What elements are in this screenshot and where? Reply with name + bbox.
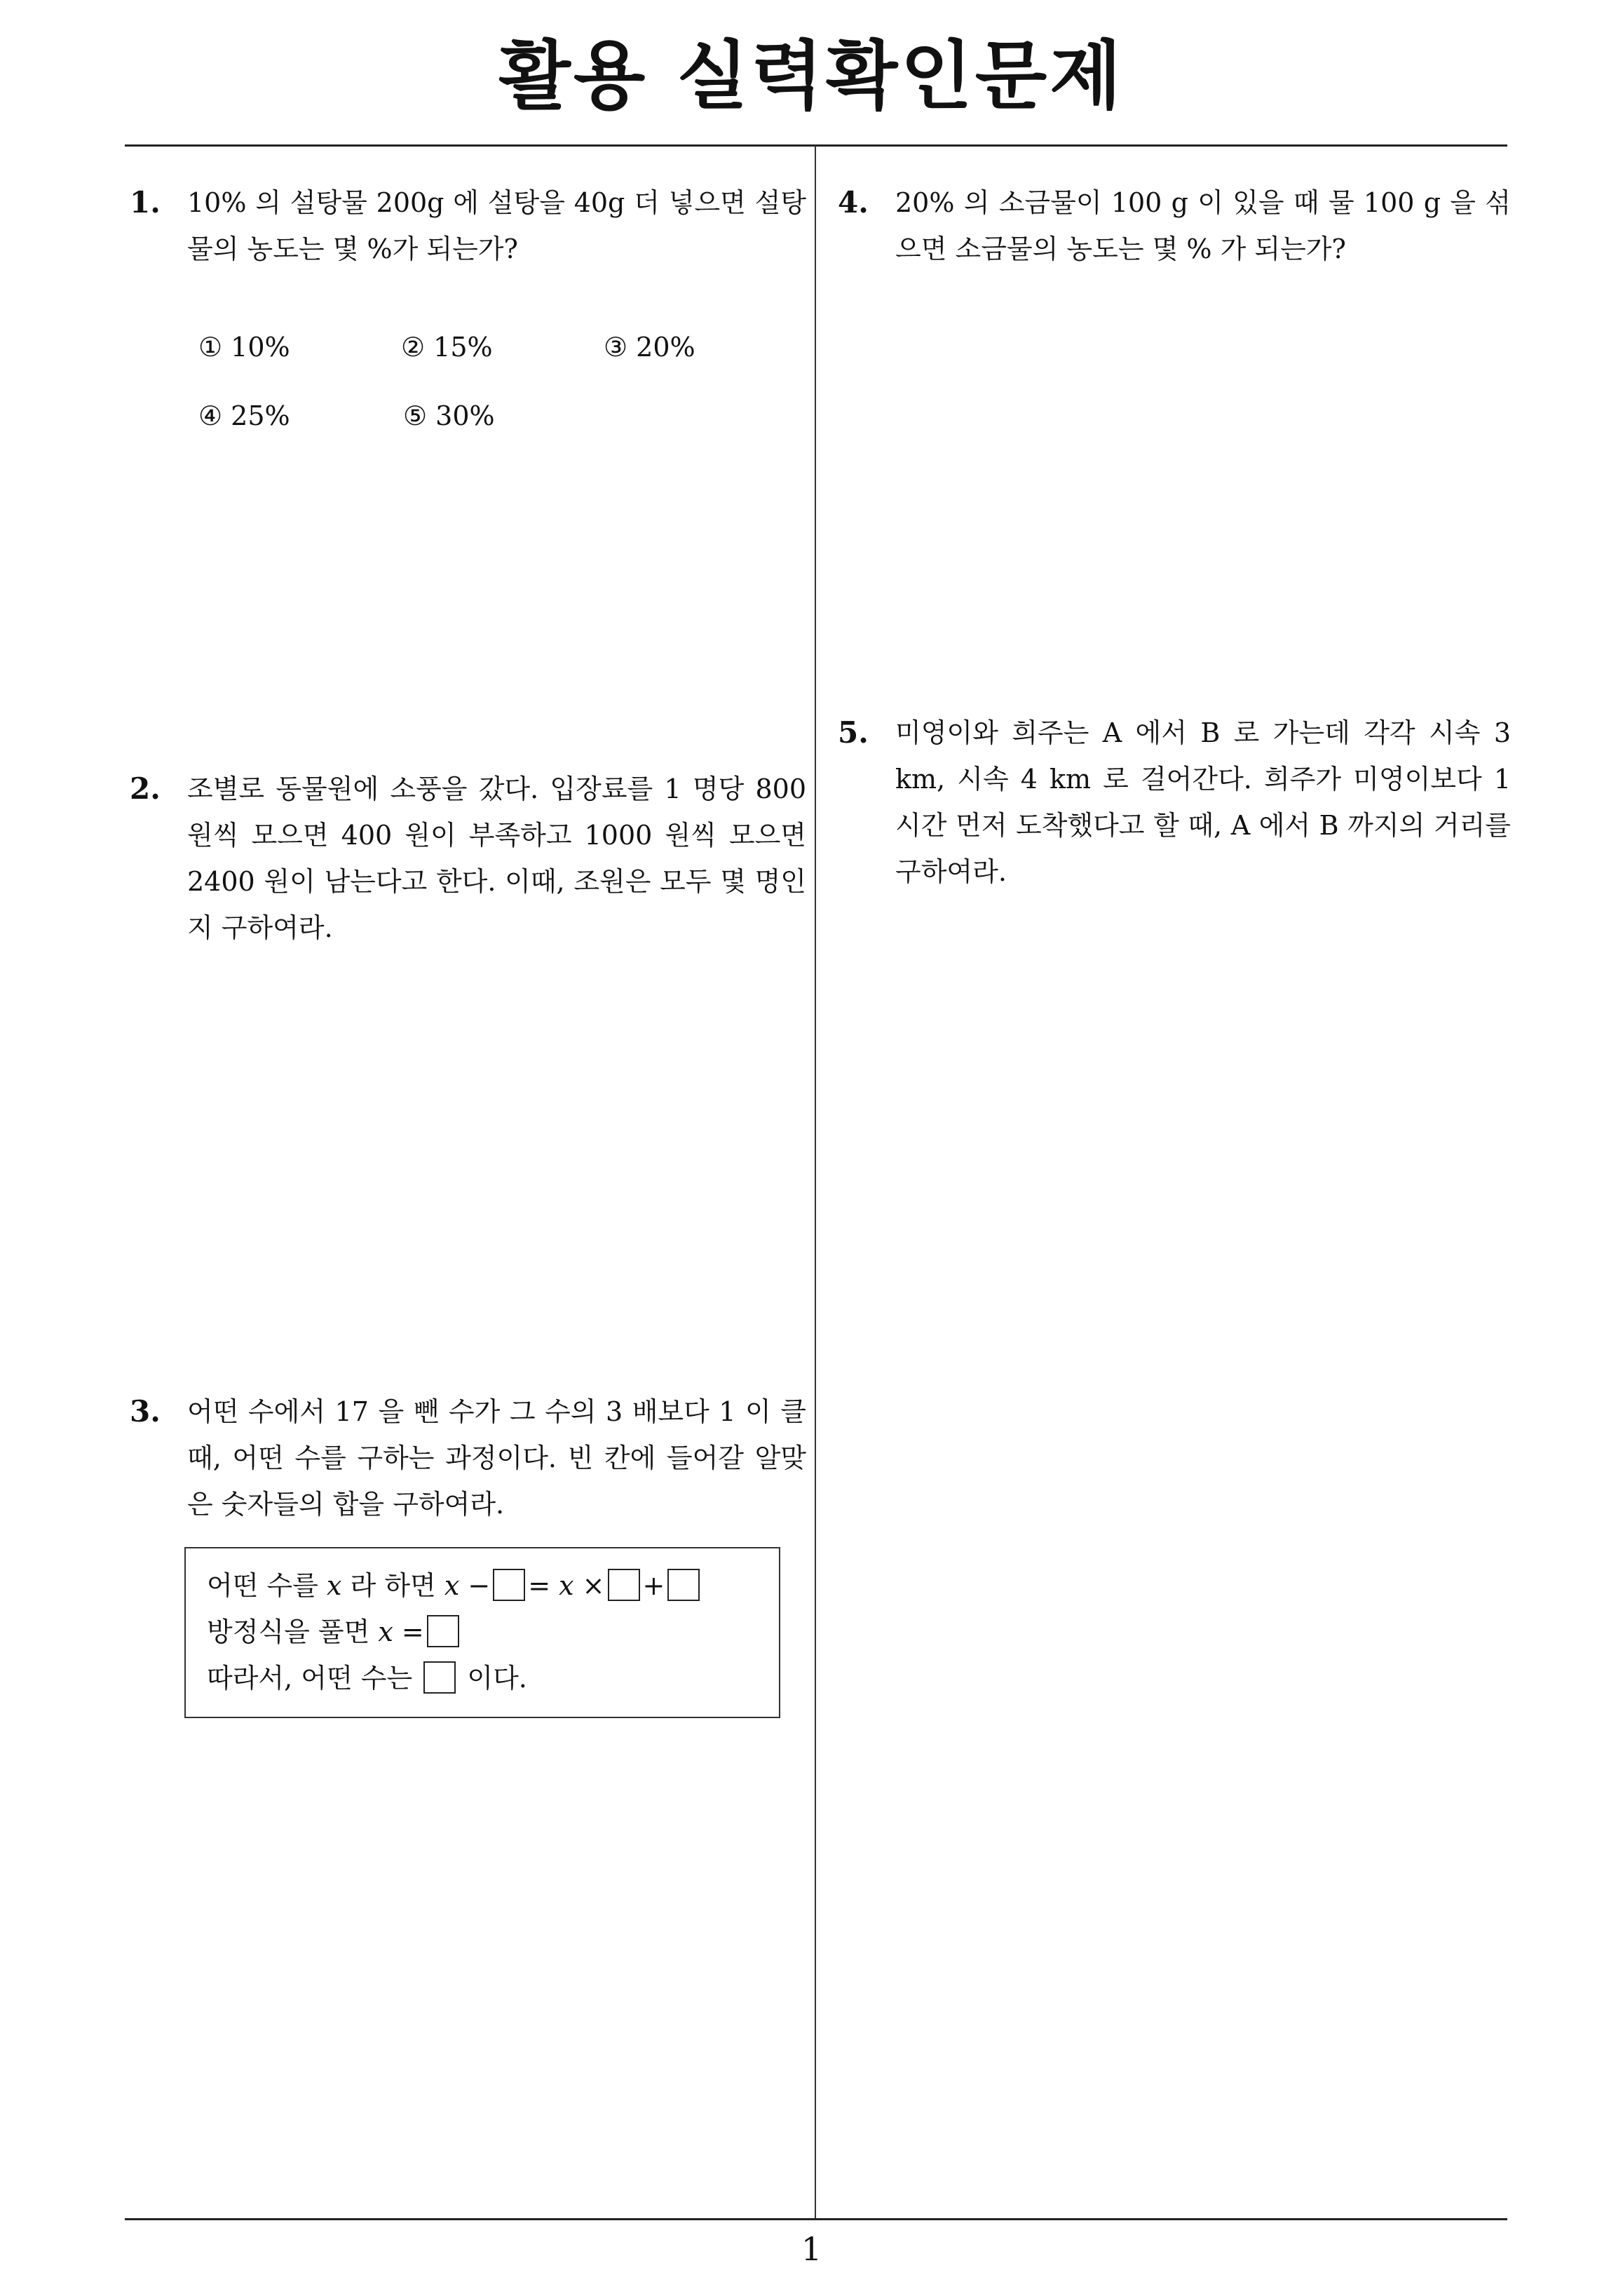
choice-1[interactable]: ① 10%	[198, 332, 290, 363]
problem-text: 어떤 수에서 17 을 뺀 수가 그 수의 3 배보다 1 이 클 때, 어떤 수를 구하는 과정이다. 빈 칸에 들어갈 알맞은 숫자들의 합을 구하여라.	[187, 1396, 806, 1520]
choice-3[interactable]: ③ 20%	[604, 332, 695, 363]
problem-number: 4.	[838, 185, 869, 220]
header-rule	[125, 144, 1507, 147]
footer-rule	[125, 2218, 1507, 2220]
problem-text: 20% 의 소금물이 100 g 이 있을 때 물 100 g 을 섞으면 소금물의 농도는 몇 % 가 되는가?	[895, 187, 1511, 264]
problem-1	[130, 180, 806, 450]
problem-5	[838, 710, 1511, 895]
process-box	[184, 1547, 780, 1718]
process-line-3: 따라서, 어떤 수는 이다.	[207, 1663, 527, 1694]
blank-box-3[interactable]	[667, 1569, 700, 1601]
answer-choices	[198, 313, 806, 450]
problem-2	[130, 766, 806, 951]
problem-text: 10% 의 설탕물 200g 에 설탕을 40g 더 넣으면 설탕물의 농도는 몇 %가 되는가?	[187, 187, 806, 264]
choice-5[interactable]: ⑤ 30%	[403, 400, 495, 431]
blank-box-5[interactable]	[423, 1661, 456, 1694]
choice-4[interactable]: ④ 25%	[198, 400, 290, 431]
problem-number: 1.	[130, 185, 161, 220]
blank-box-1[interactable]	[493, 1569, 525, 1601]
blank-box-2[interactable]	[608, 1569, 640, 1601]
problem-number: 3.	[130, 1394, 161, 1429]
choice-2[interactable]: ② 15%	[401, 332, 493, 363]
problem-4	[838, 180, 1511, 272]
problem-text: 조별로 동물원에 소풍을 갔다. 입장료를 1 명당 800 원씩 모으면 400 원이 부족하고 1000 원씩 모으면 2400 원이 남는다고 한다. 이때, 조원은 모두 몇 명인지 구하여라.	[187, 774, 806, 943]
problem-3	[130, 1389, 806, 1527]
page-number: 1	[801, 2230, 822, 2268]
problem-number: 5.	[838, 715, 869, 750]
column-divider	[815, 145, 816, 2218]
problem-number: 2.	[130, 771, 161, 806]
process-line-2: 방정식을 풀면 x =	[207, 1609, 779, 1655]
problem-text: 미영이와 희주는 A 에서 B 로 가는데 각각 시속 3 km, 시속 4 km 로 걸어간다. 희주가 미영이보다 1 시간 먼저 도착했다고 할 때, A 에서 B 까지의 거리를 구하여라.	[895, 717, 1511, 887]
process-line-1: 어떤 수를 x 라 하면 x − = x × +	[207, 1562, 779, 1609]
page-title: 활용 실력확인문제	[498, 33, 1125, 119]
blank-box-4[interactable]	[427, 1615, 459, 1647]
